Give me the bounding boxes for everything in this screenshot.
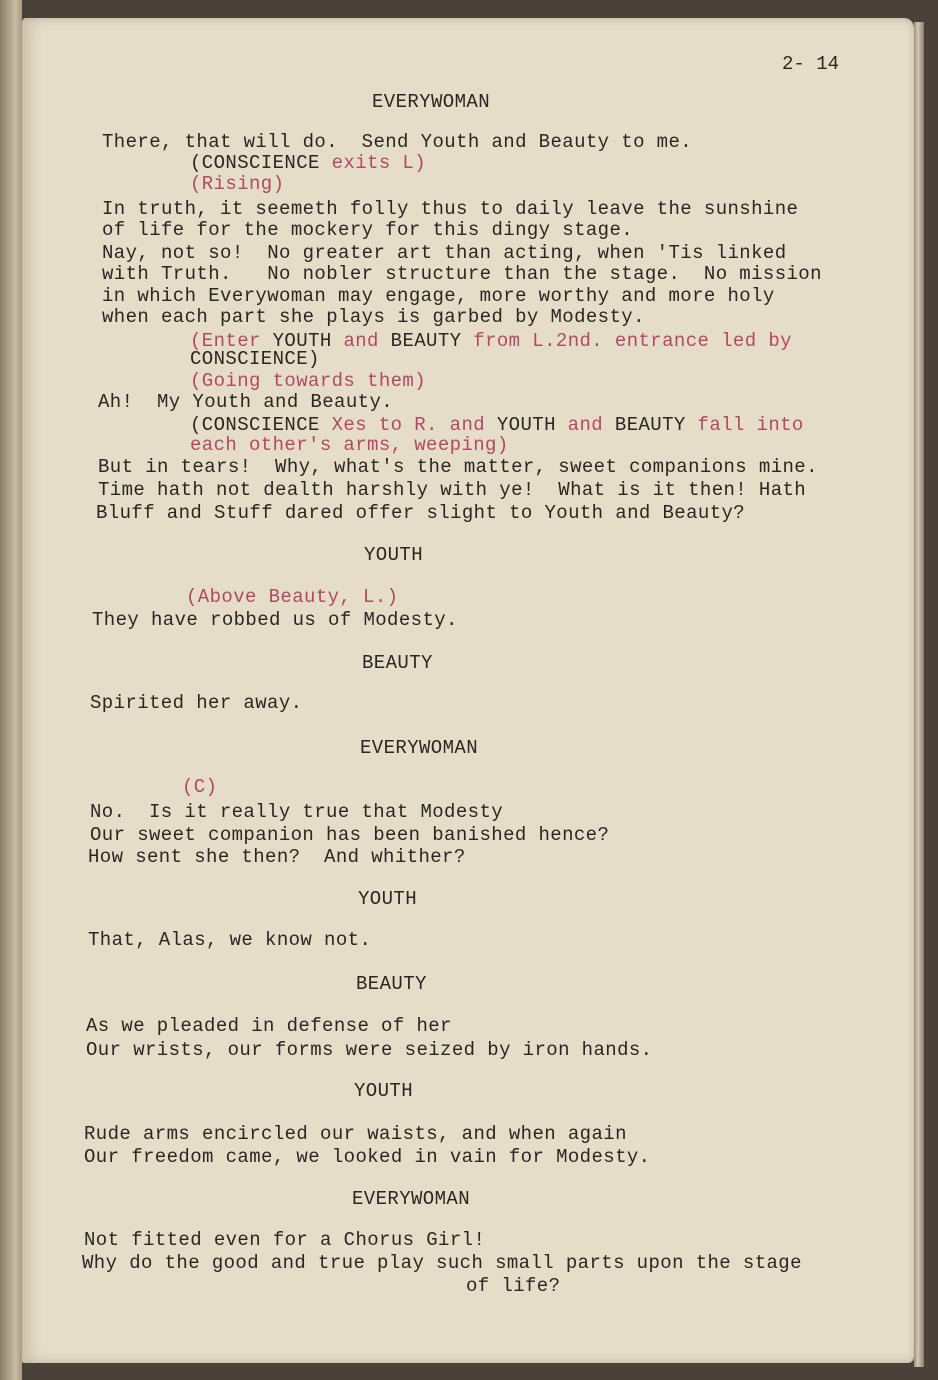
dialogue-line: in which Everywoman may engage, more worthy and more holy xyxy=(102,285,775,307)
dialogue-line: Bluff and Stuff dared offer slight to Youth and Beauty? xyxy=(96,502,746,524)
dialogue-line: Spirited her away. xyxy=(90,692,303,714)
speaker-heading: BEAUTY xyxy=(362,652,433,674)
page-edge xyxy=(914,22,924,1367)
speaker-heading: YOUTH xyxy=(354,1080,414,1102)
dialogue-line: There, that will do. Send Youth and Beauty to me. xyxy=(102,131,693,153)
dialogue-line: of life? xyxy=(466,1275,561,1297)
dialogue-line: Time hath not dealth harshly with ye! What is it then! Hath xyxy=(98,479,807,501)
dialogue-line: They have robbed us of Modesty. xyxy=(92,609,458,631)
stage-direction xyxy=(190,370,426,392)
stage-direction-text: BEAUTY xyxy=(614,414,698,436)
dialogue-line: No. Is it really true that Modesty xyxy=(90,801,504,823)
stage-direction-annotation: fall into xyxy=(697,414,804,436)
stage-direction-annotation: (Above Beauty, L.) xyxy=(186,586,399,608)
stage-direction-text: (CONSCIENCE xyxy=(190,152,332,174)
stage-direction-annotation: and xyxy=(343,330,391,352)
dialogue-line: Ah! My Youth and Beauty. xyxy=(98,391,394,413)
dialogue-line: Rude arms encircled our waists, and when again xyxy=(84,1123,627,1145)
dialogue-line: Our wrists, our forms were seized by iron hands. xyxy=(86,1039,653,1061)
dialogue-line: with Truth. No nobler structure than the stage. No mission xyxy=(102,263,822,285)
stage-direction-text: YOUTH xyxy=(272,330,344,352)
stage-direction xyxy=(190,434,509,456)
dialogue-line: when each part she plays is garbed by Modesty. xyxy=(102,306,645,328)
dialogue-line: Not fitted even for a Chorus Girl! xyxy=(84,1229,486,1251)
speaker-heading: YOUTH xyxy=(358,888,418,910)
stage-direction xyxy=(190,173,284,195)
stage-direction xyxy=(182,776,217,798)
stage-direction-annotation: (Rising) xyxy=(190,173,285,195)
speaker-heading: EVERYWOMAN xyxy=(372,91,491,113)
dialogue-line: of life for the mockery for this dingy stage. xyxy=(102,219,634,241)
dialogue-line: But in tears! Why, what's the matter, sweet companions mine. xyxy=(98,456,818,478)
dialogue-line: That, Alas, we know not. xyxy=(88,929,372,951)
speaker-heading: EVERYWOMAN xyxy=(352,1188,471,1210)
dialogue-line: As we pleaded in defense of her xyxy=(86,1015,452,1037)
stage-direction-annotation: (Going towards them) xyxy=(190,370,427,392)
stage-direction-annotation: Xes to R. and xyxy=(331,414,497,436)
speaker-heading: EVERYWOMAN xyxy=(360,737,479,759)
book-binding xyxy=(0,0,22,1380)
dialogue-line: Our sweet companion has been banished hence? xyxy=(90,824,610,846)
page-number: 2- 14 xyxy=(782,53,840,75)
stage-direction-annotation: and xyxy=(567,414,615,436)
stage-direction-text: YOUTH xyxy=(496,414,568,436)
dialogue-line: In truth, it seemeth folly thus to daily leave the sunshine xyxy=(102,198,799,220)
speaker-heading: YOUTH xyxy=(364,544,424,566)
stage-direction xyxy=(190,348,320,370)
stage-direction-annotation: (C) xyxy=(182,776,218,798)
script-page xyxy=(22,18,914,1363)
stage-direction xyxy=(190,152,426,174)
stage-direction-annotation: from L.2nd. entrance led by xyxy=(473,330,792,352)
speaker-heading: BEAUTY xyxy=(356,973,427,995)
dialogue-line: How sent she then? And whither? xyxy=(88,846,466,868)
stage-direction-text: CONSCIENCE) xyxy=(190,348,320,370)
dialogue-line: Nay, not so! No greater art than acting, when 'Tis linked xyxy=(102,242,787,264)
stage-direction-annotation: each other's arms, weeping) xyxy=(190,434,509,456)
stage-direction-text: BEAUTY xyxy=(390,330,474,352)
stage-direction xyxy=(190,414,804,436)
stage-direction-text: (CONSCIENCE xyxy=(190,414,332,436)
stage-direction-annotation: (Enter xyxy=(190,330,273,352)
stage-direction xyxy=(186,586,398,608)
dialogue-line: Our freedom came, we looked in vain for Modesty. xyxy=(84,1146,651,1168)
stage-direction-annotation: exits L) xyxy=(331,152,427,174)
dialogue-line: Why do the good and true play such small parts upon the stage xyxy=(82,1252,802,1274)
